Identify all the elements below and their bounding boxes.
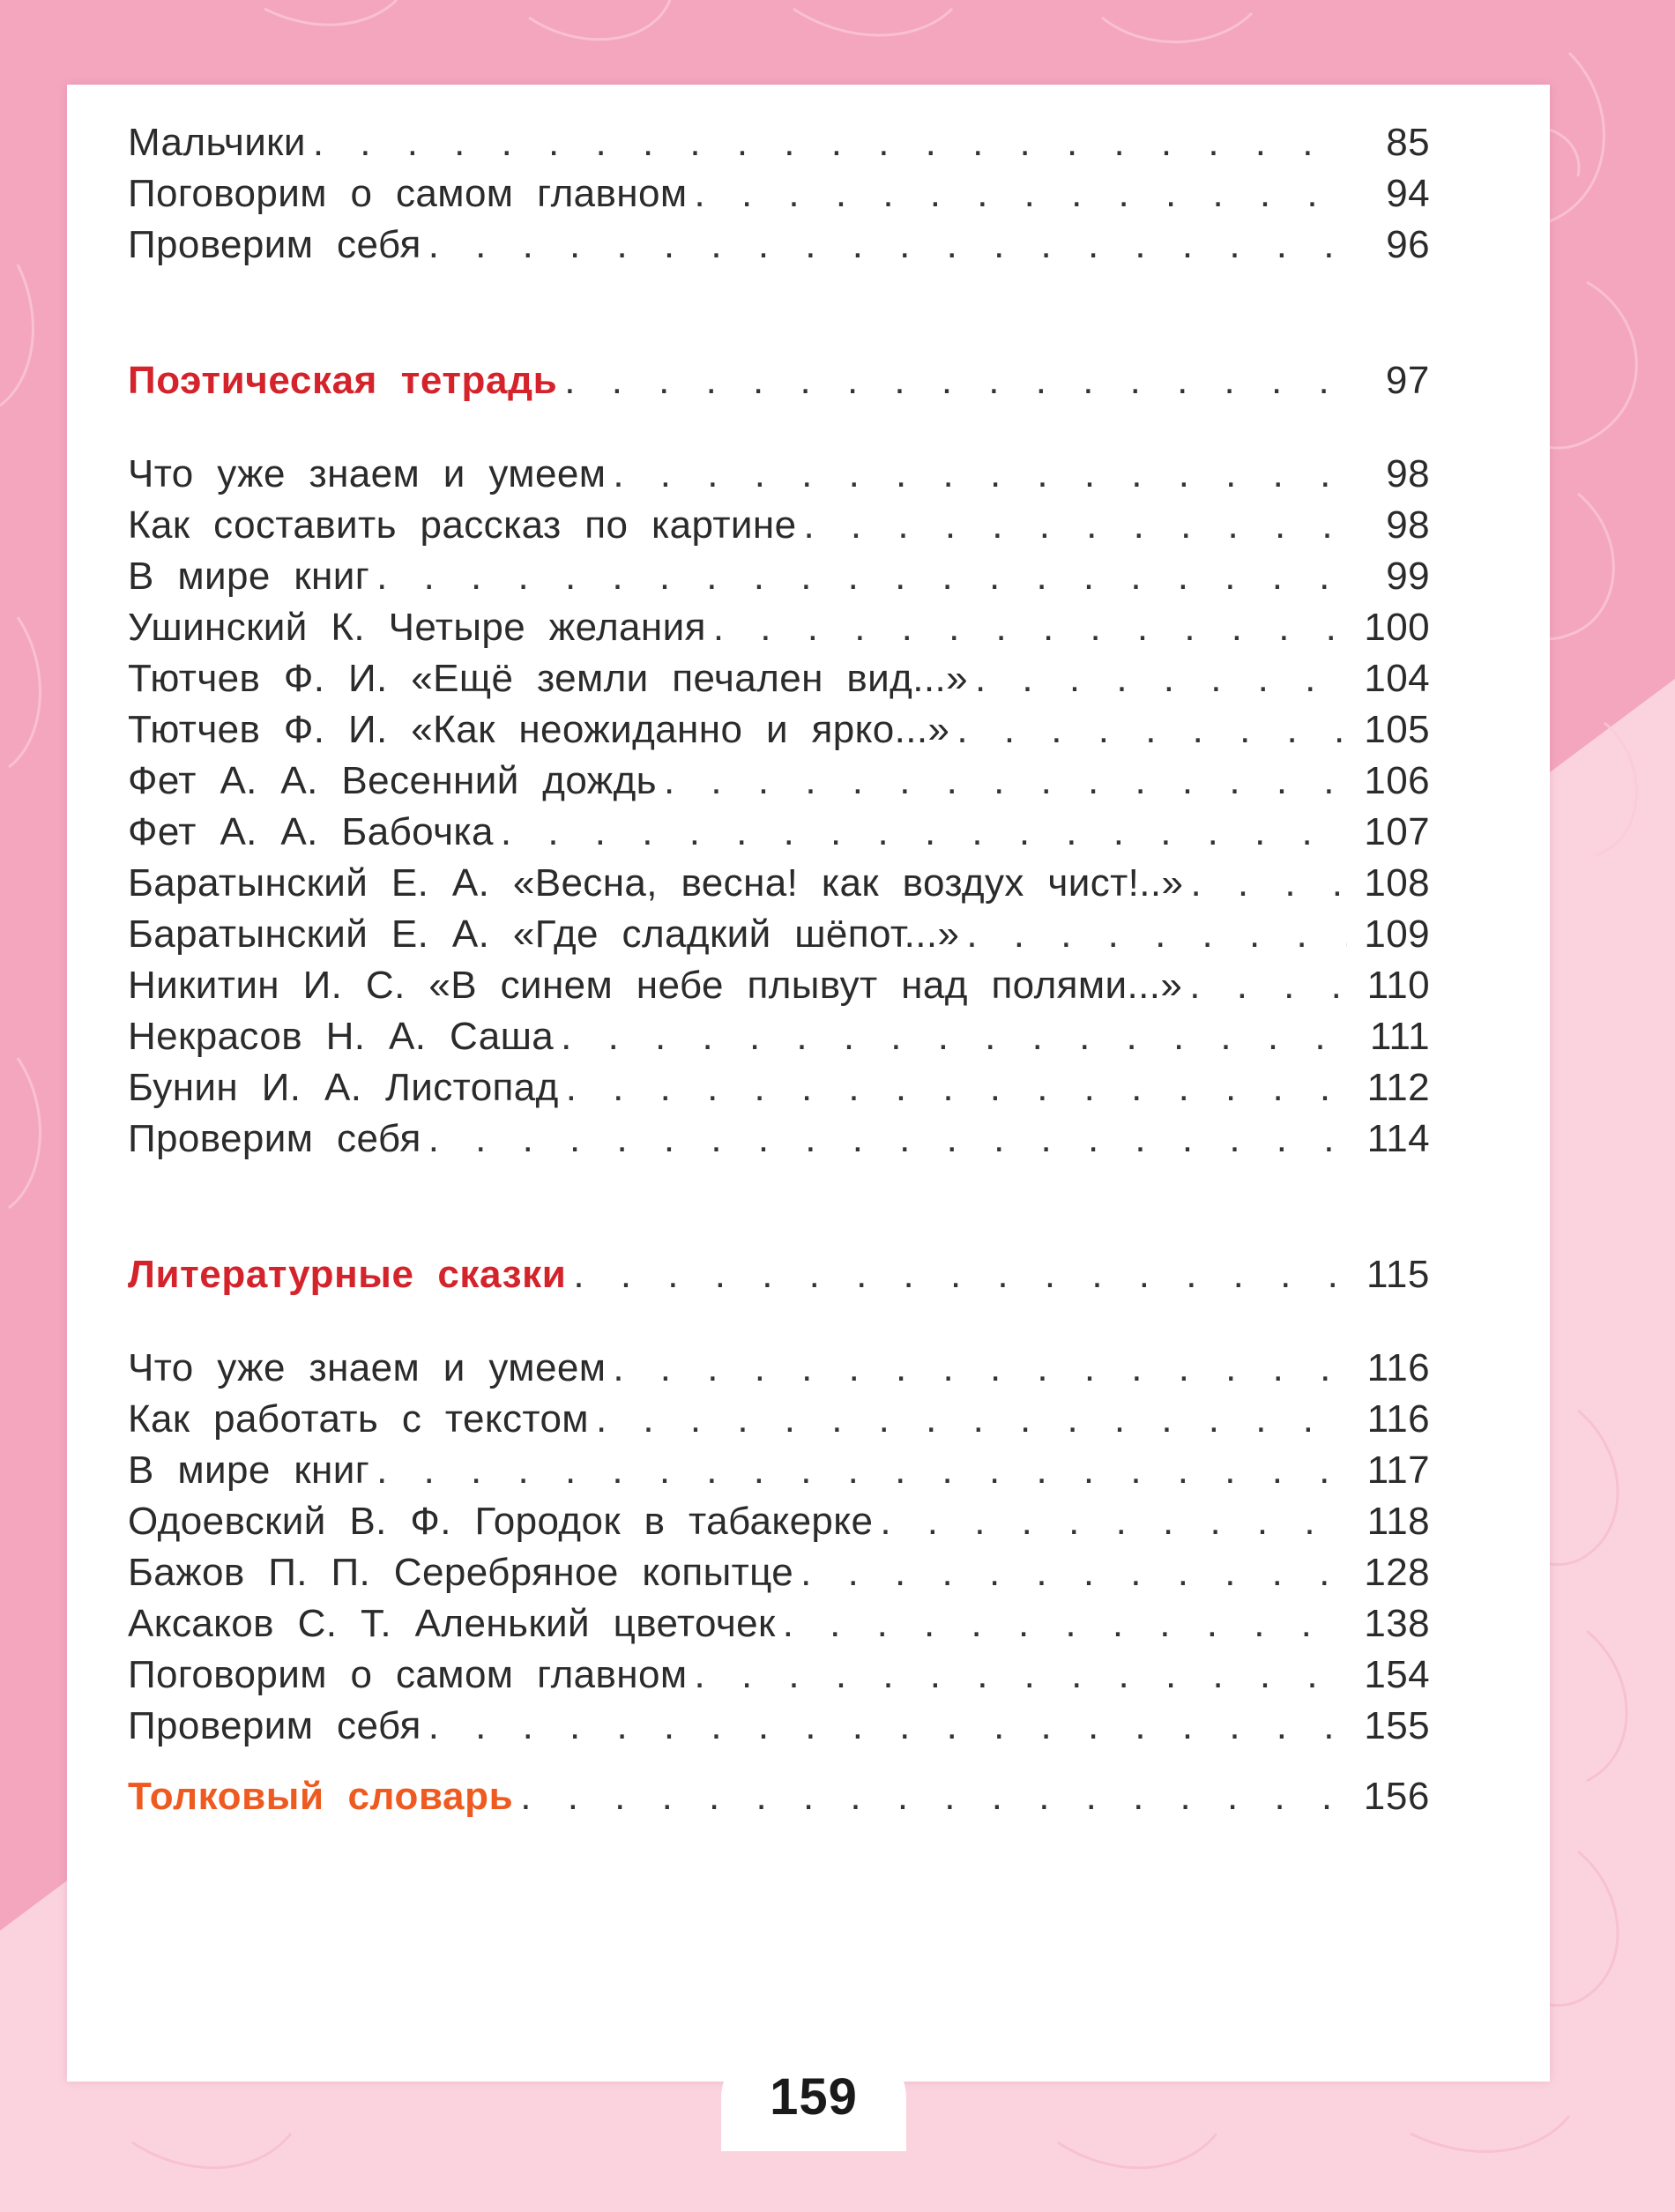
toc-section-page: 115 bbox=[1366, 1253, 1430, 1296]
toc-section-page: 97 bbox=[1385, 359, 1430, 402]
toc-entry-title: Баратынский Е. А. «Весна, весна! как воздух чист!..» bbox=[128, 861, 1184, 905]
toc-entry[interactable] bbox=[128, 1113, 1430, 1165]
dot-leader bbox=[313, 117, 1347, 168]
dot-leader bbox=[613, 449, 1347, 500]
dot-leader bbox=[664, 756, 1347, 807]
toc-entry-page: 94 bbox=[1386, 172, 1430, 215]
toc-entry-page: 109 bbox=[1364, 912, 1430, 956]
toc-entry-title: В мире книг bbox=[128, 1449, 370, 1492]
dot-leader bbox=[428, 1113, 1347, 1165]
toc-entry-page: 100 bbox=[1364, 606, 1430, 649]
toc-entry-page: 85 bbox=[1386, 121, 1430, 164]
toc-entry-title: Тютчев Ф. И. «Как неожиданно и ярко...» bbox=[128, 708, 950, 751]
toc-entry[interactable] bbox=[128, 909, 1430, 960]
dot-leader bbox=[803, 500, 1347, 551]
toc-entry-title: Проверим себя bbox=[128, 1704, 421, 1747]
dot-leader bbox=[1190, 858, 1347, 909]
toc-entry[interactable] bbox=[128, 220, 1430, 271]
toc-entry[interactable] bbox=[128, 960, 1430, 1011]
dot-leader bbox=[564, 355, 1347, 406]
toc-entry[interactable] bbox=[128, 1394, 1430, 1445]
toc-entry-page: 128 bbox=[1364, 1551, 1430, 1594]
toc-entry-title: Баратынский Е. А. «Где сладкий шёпот...» bbox=[128, 912, 960, 956]
dot-leader bbox=[520, 1771, 1347, 1822]
toc-section-page: 156 bbox=[1363, 1775, 1430, 1818]
toc-entry-title: Мальчики bbox=[128, 121, 306, 164]
toc-entry[interactable] bbox=[128, 1496, 1430, 1547]
toc-entry-page: 154 bbox=[1364, 1653, 1430, 1696]
dot-leader bbox=[376, 1445, 1347, 1496]
dot-leader bbox=[957, 704, 1347, 756]
toc-entry-page: 118 bbox=[1366, 1500, 1430, 1543]
dot-leader bbox=[561, 1011, 1347, 1062]
toc-entry[interactable] bbox=[128, 551, 1430, 602]
toc-entry-page: 96 bbox=[1386, 223, 1430, 266]
dot-leader bbox=[800, 1547, 1347, 1598]
toc-entry-page: 99 bbox=[1386, 555, 1430, 598]
toc-entry[interactable] bbox=[128, 756, 1430, 807]
toc-entry-page: 138 bbox=[1364, 1602, 1430, 1645]
toc-entry-title: Поговорим о самом главном bbox=[128, 172, 688, 215]
toc-entry[interactable] bbox=[128, 807, 1430, 858]
toc-section-heading[interactable] bbox=[128, 1771, 1430, 1822]
toc-entry[interactable] bbox=[128, 449, 1430, 500]
toc-entry[interactable] bbox=[128, 1445, 1430, 1496]
toc-entry-title: Поговорим о самом главном bbox=[128, 1653, 688, 1696]
dot-leader bbox=[573, 1249, 1347, 1300]
toc-entry-title: Как работать с текстом bbox=[128, 1397, 589, 1441]
toc-entry[interactable] bbox=[128, 1062, 1430, 1113]
toc-entry[interactable] bbox=[128, 1598, 1430, 1650]
toc-entry-page: 98 bbox=[1386, 452, 1430, 495]
toc-entry-title: Что уже знаем и умеем bbox=[128, 1346, 607, 1389]
dot-leader bbox=[376, 551, 1347, 602]
table-of-contents bbox=[128, 117, 1430, 1822]
toc-entry-page: 114 bbox=[1366, 1117, 1430, 1160]
toc-entry[interactable] bbox=[128, 1011, 1430, 1062]
dot-leader bbox=[695, 168, 1347, 220]
toc-entry-page: 116 bbox=[1366, 1346, 1430, 1389]
dot-leader bbox=[596, 1394, 1347, 1445]
toc-entry-page: 105 bbox=[1364, 708, 1430, 751]
toc-entry[interactable] bbox=[128, 653, 1430, 704]
toc-entry-page: 117 bbox=[1366, 1449, 1430, 1492]
toc-entry-title: Одоевский В. Ф. Городок в табакерке bbox=[128, 1500, 874, 1543]
dot-leader bbox=[880, 1496, 1347, 1547]
toc-entry-page: 111 bbox=[1369, 1015, 1430, 1058]
toc-entry-title: Аксаков С. Т. Аленький цветочек bbox=[128, 1602, 776, 1645]
dot-leader bbox=[966, 909, 1347, 960]
toc-entry-title: Что уже знаем и умеем bbox=[128, 452, 607, 495]
dot-leader bbox=[566, 1062, 1347, 1113]
toc-entry-page: 110 bbox=[1366, 964, 1430, 1007]
dot-leader bbox=[613, 1343, 1347, 1394]
toc-entry-title: Проверим себя bbox=[128, 1117, 421, 1160]
toc-entry[interactable] bbox=[128, 1701, 1430, 1752]
toc-entry-title: Фет А. А. Бабочка bbox=[128, 810, 494, 853]
toc-entry[interactable] bbox=[128, 1650, 1430, 1701]
toc-entry-title: Ушинский К. Четыре желания bbox=[128, 606, 706, 649]
toc-entry[interactable] bbox=[128, 117, 1430, 168]
dot-leader bbox=[713, 602, 1347, 653]
dot-leader bbox=[428, 220, 1347, 271]
toc-entry-title: Некрасов Н. А. Саша bbox=[128, 1015, 555, 1058]
toc-section-title: Толковый словарь bbox=[128, 1775, 514, 1818]
toc-section-title: Поэтическая тетрадь bbox=[128, 359, 558, 402]
toc-entry-title: Никитин И. С. «В синем небе плывут над полями...» bbox=[128, 964, 1183, 1007]
toc-entry-page: 107 bbox=[1364, 810, 1430, 853]
toc-entry-title: В мире книг bbox=[128, 555, 370, 598]
toc-entry-title: Бажов П. П. Серебряное копытце bbox=[128, 1551, 794, 1594]
toc-entry[interactable] bbox=[128, 168, 1430, 220]
toc-entry-title: Фет А. А. Весенний дождь bbox=[128, 759, 657, 802]
toc-entry-page: 108 bbox=[1364, 861, 1430, 905]
toc-entry[interactable] bbox=[128, 858, 1430, 909]
dot-leader bbox=[501, 807, 1347, 858]
dot-leader bbox=[695, 1650, 1347, 1701]
toc-entry[interactable] bbox=[128, 1547, 1430, 1598]
toc-entry-page: 106 bbox=[1364, 759, 1430, 802]
toc-entry[interactable] bbox=[128, 1343, 1430, 1394]
toc-entry-title: Бунин И. А. Листопад bbox=[128, 1066, 559, 1109]
toc-entry-page: 112 bbox=[1366, 1066, 1430, 1109]
toc-entry-title: Проверим себя bbox=[128, 223, 421, 266]
toc-entry-page: 98 bbox=[1386, 503, 1430, 547]
toc-entry-title: Тютчев Ф. И. «Ещё земли печален вид...» bbox=[128, 657, 968, 700]
toc-entry[interactable] bbox=[128, 704, 1430, 756]
toc-section-heading[interactable] bbox=[128, 1249, 1430, 1300]
toc-section-title: Литературные сказки bbox=[128, 1253, 567, 1296]
toc-entry-page: 104 bbox=[1364, 657, 1430, 700]
dot-leader bbox=[1189, 960, 1347, 1011]
toc-entry[interactable] bbox=[128, 602, 1430, 653]
dot-leader bbox=[428, 1701, 1347, 1752]
toc-entry[interactable] bbox=[128, 500, 1430, 551]
toc-entry-page: 116 bbox=[1366, 1397, 1430, 1441]
dot-leader bbox=[783, 1598, 1347, 1650]
toc-entry-page: 155 bbox=[1364, 1704, 1430, 1747]
toc-section-heading[interactable] bbox=[128, 355, 1430, 406]
dot-leader bbox=[975, 653, 1347, 704]
toc-entry-title: Как составить рассказ по картине bbox=[128, 503, 797, 547]
page-number: 159 bbox=[770, 2068, 858, 2126]
